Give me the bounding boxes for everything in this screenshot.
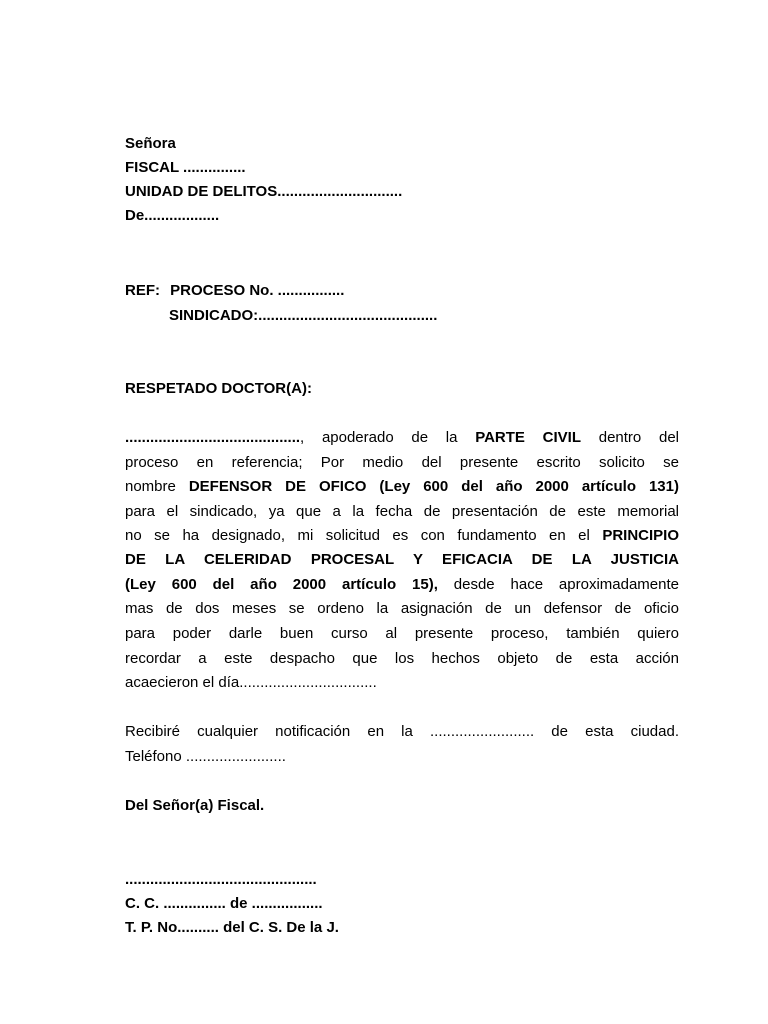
- body-line: para poder darle buen curso al presente proceso, también quiero: [125, 625, 679, 642]
- body-line: no se ha designado, mi solicitud es con fundamento en el PRINCIPIO: [125, 527, 679, 544]
- recipient-de: De..................: [125, 207, 220, 224]
- body-line: recordar a este despacho que los hechos objeto de esta acción: [125, 650, 679, 667]
- reference-label: REF:: [125, 282, 160, 299]
- body-line: nombre DEFENSOR DE OFICO (Ley 600 del año 2000 artículo 131): [125, 478, 679, 495]
- closing: Del Señor(a) Fiscal.: [125, 797, 265, 814]
- body-line: mas de dos meses se ordeno la asignación de un defensor de oficio: [125, 600, 679, 617]
- body-line: (Ley 600 del año 2000 artículo 15), desde hace aproximadamente: [125, 576, 679, 593]
- body-line: DE LA CELERIDAD PROCESAL Y EFICACIA DE LA JUSTICIA: [125, 551, 679, 568]
- notification-line: Recibiré cualquier notificación en la ......................... de esta ciudad.: [125, 723, 679, 740]
- reference-accused: SINDICADO:...........................................: [169, 307, 438, 324]
- telephone-line: Teléfono ........................: [125, 748, 286, 765]
- signature-line: ..............................................: [125, 871, 317, 888]
- salutation: Señora: [125, 135, 176, 152]
- body-line: acaecieron el día.................................: [125, 674, 377, 691]
- body-line: .........................................., apoderado de la PARTE CIVIL dentro del: [125, 429, 679, 446]
- recipient-unidad: UNIDAD DE DELITOS..............................: [125, 183, 403, 200]
- signature-tp: T. P. No.......... del C. S. De la J.: [125, 919, 339, 936]
- recipient-fiscal: FISCAL ...............: [125, 159, 246, 176]
- signature-cc: C. C. ............... de .................: [125, 895, 323, 912]
- body-line: para el sindicado, ya que a la fecha de presentación de este memorial: [125, 503, 679, 520]
- reference-line: [125, 282, 344, 300]
- reference-process: PROCESO No. ................: [170, 282, 345, 299]
- greeting: RESPETADO DOCTOR(A):: [125, 380, 312, 397]
- body-line: proceso en referencia; Por medio del presente escrito solicito se: [125, 454, 679, 471]
